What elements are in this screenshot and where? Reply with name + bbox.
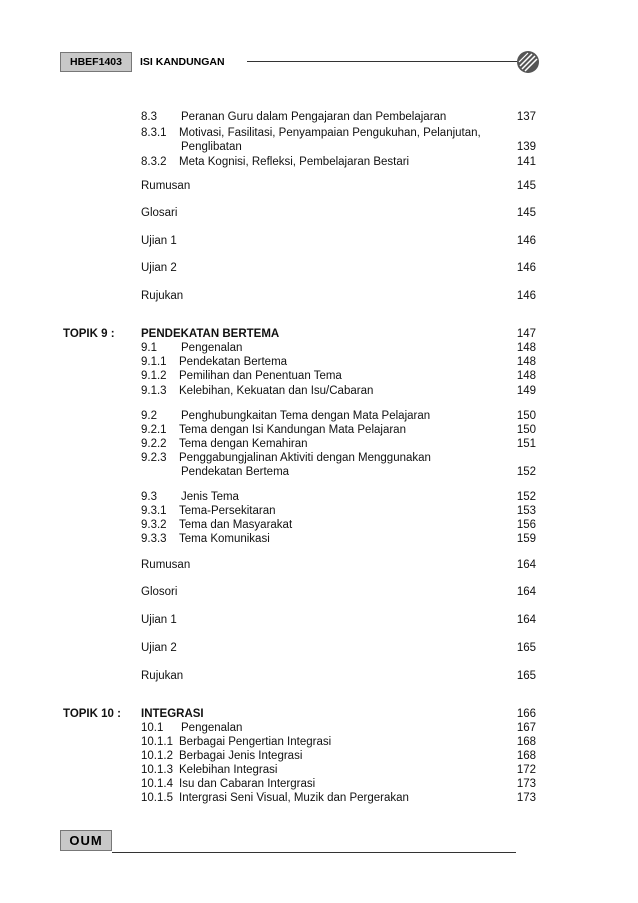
page-number: 156 xyxy=(516,519,536,531)
toc-entry xyxy=(0,355,638,370)
section-title: Penglibatan xyxy=(181,141,242,153)
toc-entry xyxy=(0,763,638,778)
section-title: Penggabungjalinan Aktiviti dengan Menggunakan xyxy=(179,452,431,464)
toc-entry xyxy=(0,613,638,628)
section-title: Tema-Persekitaran xyxy=(179,505,276,517)
page-number: 146 xyxy=(516,262,536,274)
section-title: Tema dan Masyarakat xyxy=(179,519,293,531)
page-number: 168 xyxy=(516,736,536,748)
page-number: 145 xyxy=(516,207,536,219)
section-number: 9.2.2 xyxy=(141,438,167,450)
section-title: Ujian 2 xyxy=(141,262,177,274)
page-number: 150 xyxy=(516,410,536,422)
page-number: 172 xyxy=(516,764,536,776)
section-title: Glosori xyxy=(141,586,178,598)
toc-entry xyxy=(0,777,638,792)
page-number: 139 xyxy=(516,141,536,153)
page-number: 146 xyxy=(516,290,536,302)
toc-entry xyxy=(0,206,638,221)
toc-entry xyxy=(0,409,638,424)
toc-entry xyxy=(0,585,638,600)
toc-entry xyxy=(0,179,638,194)
section-number: 10.1 xyxy=(141,722,164,734)
section-number: 9.1.2 xyxy=(141,370,167,382)
oum-footer-logo: OUM xyxy=(60,830,112,851)
section-number: 10.1.2 xyxy=(141,750,173,762)
section-title: Penghubungkaitan Tema dengan Mata Pelajaran xyxy=(181,410,431,422)
toc-entry xyxy=(0,791,638,806)
toc-entry xyxy=(0,126,638,141)
section-title: Pemilihan dan Penentuan Tema xyxy=(179,370,342,382)
section-title: Rujukan xyxy=(141,290,184,302)
section-title: Rujukan xyxy=(141,670,184,682)
section-title: Pengenalan xyxy=(181,722,243,734)
section-number: 9.3.1 xyxy=(141,505,167,517)
page-number: 152 xyxy=(516,491,536,503)
section-title: Ujian 2 xyxy=(141,642,177,654)
section-number: 8.3.1 xyxy=(141,127,167,139)
topic-label: TOPIK 9 : xyxy=(63,328,115,340)
section-number: 9.2 xyxy=(141,410,157,422)
toc-entry xyxy=(0,504,638,519)
page-number: 165 xyxy=(516,670,536,682)
section-number: 9.3.2 xyxy=(141,519,167,531)
toc-entry xyxy=(0,423,638,438)
course-code-badge: HBEF1403 xyxy=(60,52,132,72)
section-title: Kelebihan Integrasi xyxy=(179,764,278,776)
section-title: Berbagai Pengertian Integrasi xyxy=(179,736,332,748)
toc-entry xyxy=(0,341,638,356)
footer-rule xyxy=(112,852,516,853)
page-number: 164 xyxy=(516,586,536,598)
section-number: 9.1.1 xyxy=(141,356,167,368)
section-number: 10.1.3 xyxy=(141,764,173,776)
toc-entry xyxy=(0,735,638,750)
section-title: Ujian 1 xyxy=(141,614,177,626)
section-number: 9.3 xyxy=(141,491,157,503)
toc-entry xyxy=(0,532,638,547)
toc-entry xyxy=(0,451,638,466)
toc-entry xyxy=(0,384,638,399)
page-number: 164 xyxy=(516,614,536,626)
page-number: 149 xyxy=(516,385,536,397)
section-title: Pengenalan xyxy=(181,342,243,354)
page-number: 151 xyxy=(516,438,536,450)
toc-entry xyxy=(0,369,638,384)
section-title: Glosari xyxy=(141,207,178,219)
section-number: 9.1 xyxy=(141,342,157,354)
toc-entry xyxy=(0,289,638,304)
section-title: Motivasi, Fasilitasi, Penyampaian Pengukuhan, Pelanjutan, xyxy=(179,127,481,139)
page-number: 167 xyxy=(516,722,536,734)
toc-entry xyxy=(0,465,638,480)
oum-sphere-logo-icon xyxy=(516,50,540,74)
topic-label: TOPIK 10 : xyxy=(63,708,121,720)
header-title: ISI KANDUNGAN xyxy=(140,56,225,68)
section-number: 9.1.3 xyxy=(141,385,167,397)
section-number: 8.3 xyxy=(141,111,157,123)
section-title: Rumusan xyxy=(141,180,191,192)
topic-title: PENDEKATAN BERTEMA xyxy=(141,328,280,340)
page-number: 145 xyxy=(516,180,536,192)
section-number: 9.3.3 xyxy=(141,533,167,545)
section-title: Jenis Tema xyxy=(181,491,239,503)
page-number: 150 xyxy=(516,424,536,436)
section-title: Pendekatan Bertema xyxy=(179,356,288,368)
toc-entry xyxy=(0,721,638,736)
page-number: 153 xyxy=(516,505,536,517)
section-title: Ujian 1 xyxy=(141,235,177,247)
toc-entry xyxy=(0,327,638,342)
toc-entry xyxy=(0,234,638,249)
page-number: 168 xyxy=(516,750,536,762)
page-number: 148 xyxy=(516,356,536,368)
toc-entry xyxy=(0,641,638,656)
section-title: Pendekatan Bertema xyxy=(181,466,290,478)
topic-title: INTEGRASI xyxy=(141,708,204,720)
toc-entry xyxy=(0,707,638,722)
toc-entry xyxy=(0,140,638,155)
section-title: Berbagai Jenis Integrasi xyxy=(179,750,303,762)
toc-entry xyxy=(0,490,638,505)
section-title: Peranan Guru dalam Pengajaran dan Pembelajaran xyxy=(181,111,447,123)
page-number: 166 xyxy=(516,708,536,720)
page-header xyxy=(60,52,540,74)
section-number: 10.1.4 xyxy=(141,778,173,790)
toc-entry xyxy=(0,155,638,170)
section-title: Tema Komunikasi xyxy=(179,533,270,545)
page-number: 159 xyxy=(516,533,536,545)
section-number: 9.2.1 xyxy=(141,424,167,436)
section-number: 8.3.2 xyxy=(141,156,167,168)
section-title: Tema dengan Isi Kandungan Mata Pelajaran xyxy=(179,424,406,436)
page-number: 164 xyxy=(516,559,536,571)
section-number: 10.1.5 xyxy=(141,792,173,804)
toc-entry xyxy=(0,518,638,533)
page-number: 146 xyxy=(516,235,536,247)
toc-entry xyxy=(0,749,638,764)
toc-entry xyxy=(0,437,638,452)
toc-entry xyxy=(0,261,638,276)
toc-entry xyxy=(0,669,638,684)
page-number: 137 xyxy=(516,111,536,123)
page-number: 165 xyxy=(516,642,536,654)
page-number: 152 xyxy=(516,466,536,478)
toc-entry xyxy=(0,558,638,573)
toc-entry xyxy=(0,110,638,125)
page-number: 173 xyxy=(516,792,536,804)
page-number: 141 xyxy=(516,156,536,168)
section-title: Rumusan xyxy=(141,559,191,571)
page-number: 148 xyxy=(516,370,536,382)
page-number: 148 xyxy=(516,342,536,354)
section-number: 9.2.3 xyxy=(141,452,167,464)
page-number: 147 xyxy=(516,328,536,340)
section-title: Tema dengan Kemahiran xyxy=(179,438,308,450)
section-title: Isu dan Cabaran Intergrasi xyxy=(179,778,316,790)
section-number: 10.1.1 xyxy=(141,736,173,748)
header-rule xyxy=(247,61,517,62)
section-title: Intergrasi Seni Visual, Muzik dan Pergerakan xyxy=(179,792,409,804)
section-title: Meta Kognisi, Refleksi, Pembelajaran Bestari xyxy=(179,156,410,168)
section-title: Kelebihan, Kekuatan dan Isu/Cabaran xyxy=(179,385,374,397)
page-number: 173 xyxy=(516,778,536,790)
